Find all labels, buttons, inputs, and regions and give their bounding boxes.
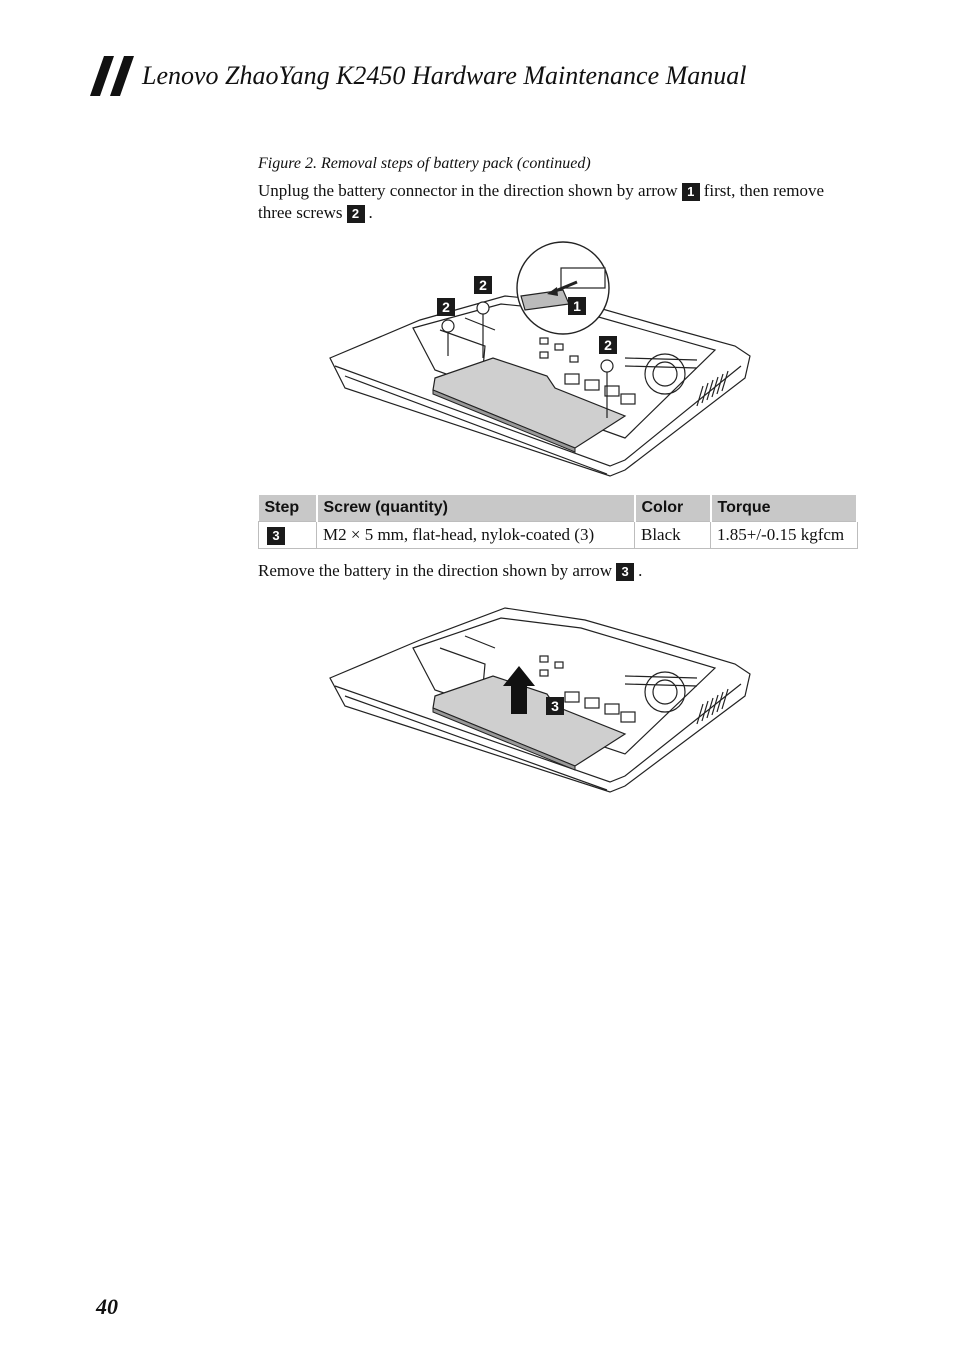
instruction-unplug: Unplug the battery connector in the direction shown by arrow 1 first, then remove three screws 2 .: [258, 181, 825, 222]
cell-screw: M2 × 5 mm, flat-head, nylok-coated (3): [317, 522, 635, 549]
step-badge-2: 2: [347, 205, 365, 223]
header-step: Step: [259, 495, 317, 522]
screw-spec-table: [258, 495, 858, 549]
callout-3: 3: [551, 698, 559, 714]
header-screw: Screw (quantity): [317, 495, 635, 522]
table-header-row: [259, 495, 858, 522]
table-row: [259, 522, 858, 549]
figure-caption: Figure 2. Removal steps of battery pack (continued): [258, 155, 591, 172]
figure-remove-battery: [325, 600, 765, 796]
manual-logo-icon: [90, 56, 136, 96]
page-number: 40: [96, 1294, 118, 1319]
instruction-remove-battery: Remove the battery in the direction shown by arrow 3 .: [258, 561, 643, 580]
step-badge-1: 1: [682, 183, 700, 201]
callout-2-right: 2: [604, 337, 612, 353]
callout-2-left: 2: [442, 299, 450, 315]
page-title: Lenovo ZhaoYang K2450 Hardware Maintenance Manual: [142, 61, 747, 90]
header-torque: Torque: [711, 495, 858, 522]
figure-unplug-connector: [325, 238, 765, 480]
cell-torque: 1.85+/-0.15 kgfcm: [711, 522, 858, 549]
callout-1: 1: [573, 298, 581, 314]
cell-step: [259, 522, 317, 549]
step-badge-3: 3: [267, 527, 285, 545]
header-color: Color: [635, 495, 711, 522]
callout-2-top: 2: [479, 277, 487, 293]
cell-color: Black: [635, 522, 711, 549]
page-header: [90, 56, 747, 96]
step-badge-3-inline: 3: [616, 563, 634, 581]
